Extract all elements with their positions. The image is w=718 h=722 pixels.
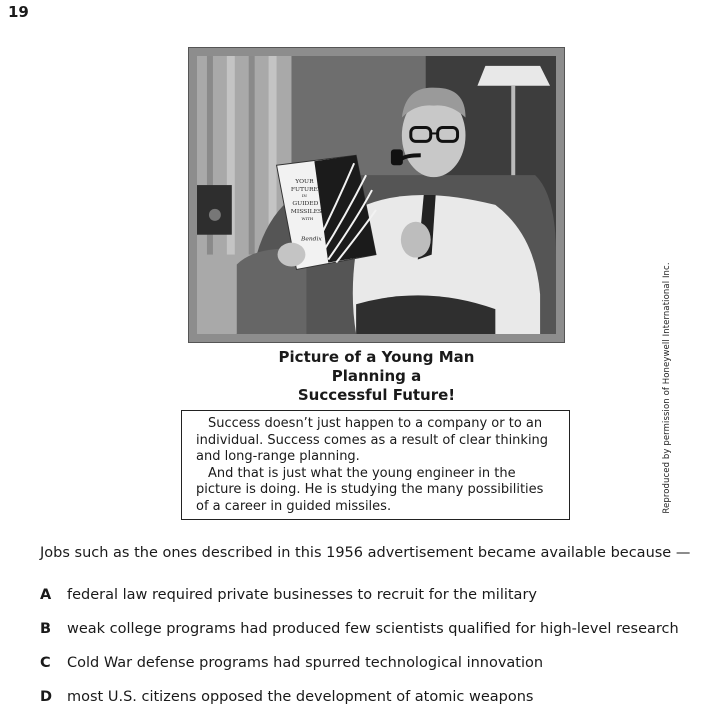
ad-headline [188, 348, 565, 405]
book-cover-line: FUTURE [290, 186, 318, 194]
answer-choice-a[interactable] [40, 587, 537, 603]
man-reading-photo [197, 56, 556, 334]
book-cover-line: MISSILES [290, 207, 323, 215]
choice-text: most U.S. citizens opposed the development of atomic weapons [67, 689, 534, 705]
question-number: 19 [8, 3, 29, 21]
ad-body-copy [181, 410, 570, 520]
answer-choice-d[interactable] [40, 689, 533, 705]
advertisement-photo [188, 47, 565, 343]
choice-letter: D [40, 689, 53, 705]
choice-letter: B [40, 621, 52, 637]
ad-paragraph: Success doesn’t just happen to a company or to an individual. Success comes as a result of clear thinking and long-range planning. [196, 416, 549, 465]
choice-text: Cold War defense programs had spurred technological innovation [67, 655, 544, 671]
book-cover-signature: Bendix [300, 235, 322, 243]
book-cover-line: GUIDED [292, 199, 319, 207]
headline-line: Successful Future! [297, 386, 456, 404]
book-cover-line: YOUR [295, 178, 314, 186]
answer-choice-b[interactable] [40, 621, 679, 637]
choice-letter: C [40, 655, 51, 671]
ad-paragraph: And that is just what the young engineer in the picture is doing. He is studying the many possibilities of a career in guided missiles. [196, 465, 544, 514]
choice-letter: A [40, 587, 52, 603]
headline-line: Picture of a Young Man [278, 348, 475, 366]
book-cover-line: WITH [301, 215, 314, 221]
headline-line: Planning a [331, 367, 422, 385]
choice-text: weak college programs had produced few scientists qualified for high-level research [67, 621, 679, 637]
book-cover-line: IN [301, 192, 307, 198]
question-stem: Jobs such as the ones described in this 1956 advertisement became available because — [40, 545, 691, 561]
choice-text: federal law required private businesses to recruit for the military [67, 587, 537, 603]
permission-credit: Reproduced by permission of Honeywell International Inc. [662, 262, 672, 514]
answer-choice-c[interactable] [40, 655, 543, 671]
